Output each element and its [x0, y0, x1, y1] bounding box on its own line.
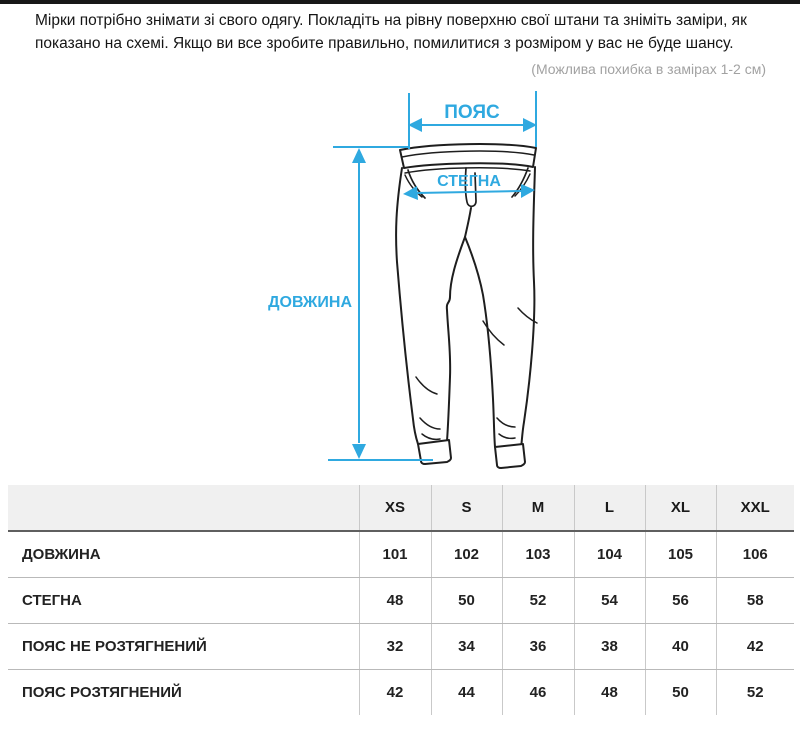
- cell-value: 104: [574, 531, 645, 577]
- hips-label: СТЕГНА: [437, 173, 501, 190]
- size-table-header-row: [8, 485, 794, 531]
- size-column-header: XXL: [716, 485, 794, 531]
- top-border-bar: [0, 0, 800, 4]
- cell-value: 34: [431, 623, 502, 669]
- table-row: [8, 669, 794, 715]
- tolerance-note: (Можлива похибка в замірах 1-2 см): [531, 61, 766, 77]
- pants-diagram-svg: [0, 80, 800, 482]
- cell-value: 102: [431, 531, 502, 577]
- length-label: ДОВЖИНА: [268, 294, 352, 311]
- size-table: [8, 485, 794, 715]
- measurement-instructions: Мірки потрібно знімати зі свого одягу. Покладіть на рівну поверхню свої штани та зніміть заміри, як показано на схемі. Якщо ви все зробите правильно, помилитися з розміром у вас не буде шансу.: [35, 12, 747, 52]
- cell-value: 52: [716, 669, 794, 715]
- cell-value: 42: [359, 669, 431, 715]
- cell-value: 50: [431, 577, 502, 623]
- row-label: ДОВЖИНА: [8, 531, 359, 577]
- row-label: СТЕГНА: [8, 577, 359, 623]
- cell-value: 40: [645, 623, 716, 669]
- cell-value: 105: [645, 531, 716, 577]
- cell-value: 103: [502, 531, 574, 577]
- cell-value: 48: [359, 577, 431, 623]
- waist-label: ПОЯС: [444, 102, 500, 123]
- cell-value: 50: [645, 669, 716, 715]
- cell-value: 48: [574, 669, 645, 715]
- size-column-header: S: [431, 485, 502, 531]
- cell-value: 36: [502, 623, 574, 669]
- cell-value: 42: [716, 623, 794, 669]
- cell-value: 52: [502, 577, 574, 623]
- size-column-header: M: [502, 485, 574, 531]
- size-column-header: L: [574, 485, 645, 531]
- cell-value: 44: [431, 669, 502, 715]
- waist-measure-annotation: [408, 91, 537, 149]
- size-column-header: XL: [645, 485, 716, 531]
- cell-value: 38: [574, 623, 645, 669]
- cell-value: 58: [716, 577, 794, 623]
- cell-value: 56: [645, 577, 716, 623]
- table-row: [8, 577, 794, 623]
- size-table-corner-cell: [8, 485, 359, 531]
- cell-value: 46: [502, 669, 574, 715]
- table-row: [8, 531, 794, 577]
- row-label: ПОЯС НЕ РОЗТЯГНЕНИЙ: [8, 623, 359, 669]
- pants-measurement-diagram: [0, 80, 800, 482]
- cell-value: 54: [574, 577, 645, 623]
- cell-value: 32: [359, 623, 431, 669]
- row-label: ПОЯС РОЗТЯГНЕНИЙ: [22, 683, 182, 701]
- cell-value: 101: [359, 531, 431, 577]
- table-row: [8, 623, 794, 669]
- cell-value: 106: [716, 531, 794, 577]
- size-column-header: XS: [359, 485, 431, 531]
